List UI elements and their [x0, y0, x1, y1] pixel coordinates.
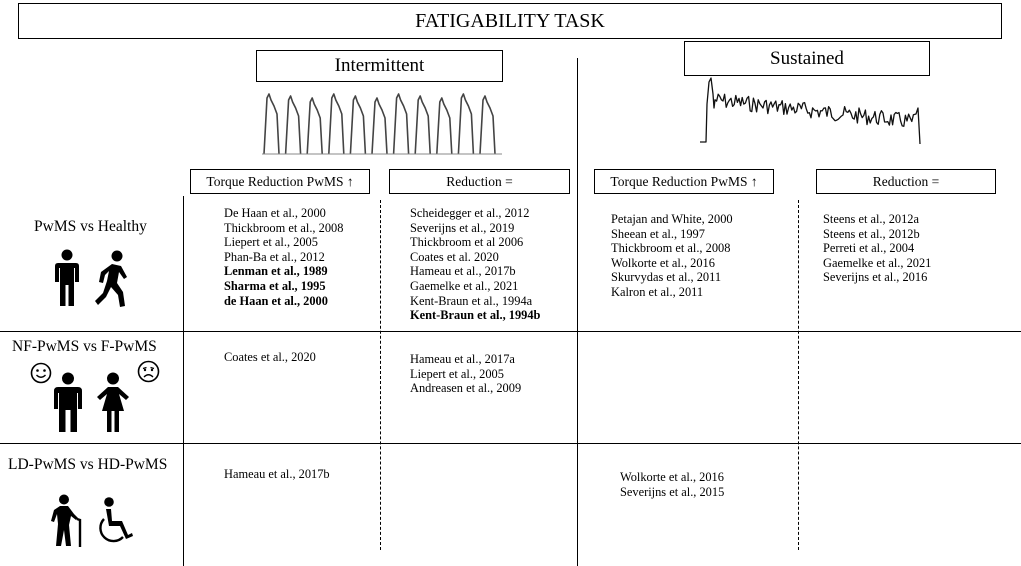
standing-person-icon	[54, 249, 80, 307]
sustained-signal-graphic	[700, 74, 926, 148]
citation: Gaemelke et al., 2021	[823, 255, 932, 270]
citation: Scheidegger et al., 2012	[410, 206, 530, 220]
pulse-wave	[458, 94, 473, 154]
citation: Hameau et al., 2017b	[410, 264, 516, 279]
intermittent-label: Intermittent	[256, 50, 503, 82]
citation: Kent-Braun et al., 1994b	[410, 308, 541, 323]
citation: Skurvydas et al., 2011	[611, 270, 722, 285]
elderly-cane-icon	[50, 494, 84, 548]
row-label-disability: LD-PwMS vs HD-PwMS	[8, 456, 168, 473]
dashed-divider	[798, 200, 799, 550]
sad-face-icon	[137, 360, 160, 383]
pulse-wave	[264, 94, 279, 154]
pulse-wave	[394, 94, 409, 154]
pulse-wave	[415, 96, 430, 154]
citation-list-healthy-sus-torque	[611, 212, 733, 300]
pulse-wave	[437, 98, 452, 154]
pulse-wave	[372, 98, 387, 154]
header-sus-reduction-equal: Reduction =	[816, 169, 996, 194]
pulse-wave	[350, 96, 365, 154]
citation-list-healthy-int-reduction	[410, 206, 540, 323]
citation: Petajan and White, 2000	[611, 212, 733, 226]
citation: Perreti et al., 2004	[823, 241, 915, 256]
citation: de Haan et al., 2000	[224, 293, 328, 308]
pulse-wave	[286, 96, 301, 154]
citation: Wolkorte et al., 2016	[620, 470, 724, 484]
dashed-divider	[380, 200, 381, 550]
pulse-wave	[480, 96, 495, 154]
row-label-fatigue: NF-PwMS vs F-PwMS	[12, 338, 157, 355]
citation: Steens et al., 2012a	[823, 212, 920, 226]
header-int-reduction-equal: Reduction =	[389, 169, 570, 194]
citation: Steens et al., 2012b	[823, 226, 920, 241]
citation: Liepert et al., 2005	[410, 366, 504, 381]
citation: Lenman et al., 1989	[224, 264, 328, 279]
citation: Gaemelke et al., 2021	[410, 278, 519, 293]
citation: Severijns et al., 2016	[823, 270, 928, 285]
citation-list-healthy-int-torque	[224, 206, 343, 308]
header-sus-torque-reduction: Torque Reduction PwMS ↑	[594, 169, 774, 194]
citation: Liepert et al., 2005	[224, 235, 318, 250]
citation: Kalron et al., 2011	[611, 284, 704, 299]
label-column-divider	[183, 196, 184, 566]
citation: Coates et al., 2020	[224, 350, 316, 364]
sustained-label: Sustained	[684, 41, 930, 76]
citation: Thickbroom et al., 2008	[224, 220, 344, 235]
pulse-wave	[307, 98, 322, 154]
citation-list-fatigue-int-torque	[224, 350, 316, 365]
citation: Coates et al. 2020	[410, 249, 499, 264]
row-separator	[0, 443, 1021, 444]
walking-person-icon	[95, 250, 133, 308]
citation-list-disability-int-torque	[224, 467, 330, 482]
row-label-healthy: PwMS vs Healthy	[34, 218, 147, 235]
citation: Hameau et al., 2017a	[410, 352, 515, 366]
page-title: FATIGABILITY TASK	[18, 3, 1002, 39]
citation: Phan-Ba et al., 2012	[224, 249, 325, 264]
citation: Thickbroom et al., 2008	[611, 241, 731, 256]
citation-list-fatigue-int-reduction	[410, 352, 521, 396]
wheelchair-icon	[96, 497, 138, 549]
citation: Wolkorte et al., 2016	[611, 255, 715, 270]
citation: Severijns et al., 2019	[410, 220, 515, 235]
row-separator	[0, 331, 1021, 332]
citation: Thickbroom et al 2006	[410, 235, 524, 250]
column-divider	[577, 58, 578, 216]
citation: Andreasen et al., 2009	[410, 381, 522, 396]
woman-icon	[94, 372, 132, 433]
citation: Severijns et al., 2015	[620, 484, 725, 499]
citation: De Haan et al., 2000	[224, 206, 326, 220]
intermittent-signal-graphic	[262, 88, 504, 158]
citation: Sheean et al., 1997	[611, 226, 705, 241]
man-icon	[53, 372, 83, 433]
citation: Kent-Braun et al., 1994a	[410, 293, 533, 308]
citation-list-healthy-sus-reduction	[823, 212, 931, 285]
column-divider-lower	[577, 216, 578, 566]
smiley-face-icon	[30, 362, 52, 384]
citation: Hameau et al., 2017b	[224, 467, 330, 481]
header-int-torque-reduction: Torque Reduction PwMS ↑	[190, 169, 370, 194]
pulse-wave	[329, 94, 344, 154]
citation-list-disability-sus-torque	[620, 470, 724, 499]
citation: Sharma et al., 1995	[224, 278, 326, 293]
